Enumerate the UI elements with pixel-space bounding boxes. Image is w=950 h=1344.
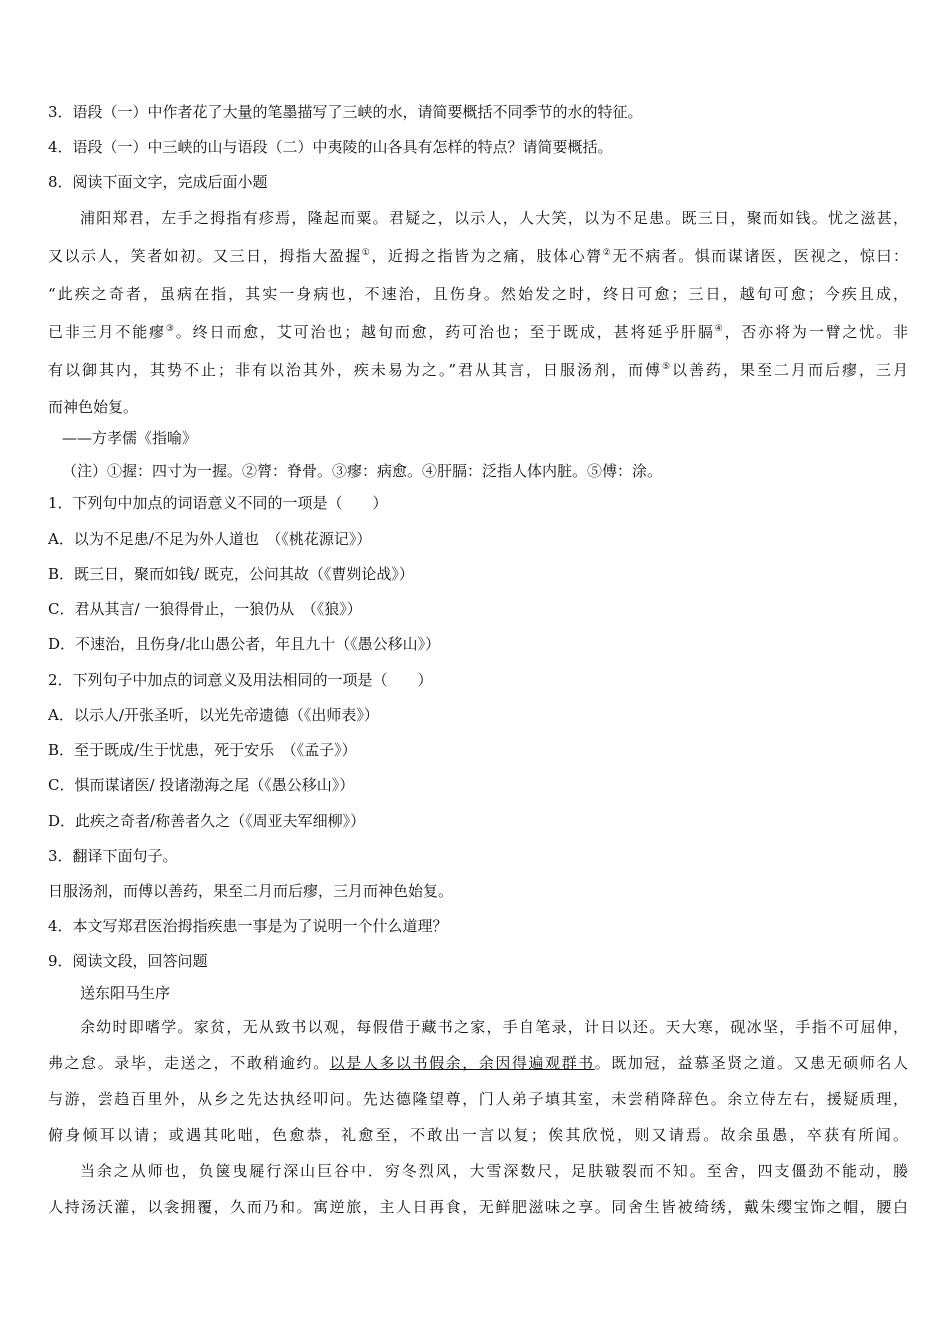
question-8-2-option-a: A．以示人/开张圣听，以光先帝遗德（《出师表》）: [48, 706, 379, 724]
footnote-marker-1: ①: [361, 248, 372, 258]
passage-8-line-6: 而神色始复。: [48, 398, 139, 416]
passage-9-line-6: 人持汤沃灌，以衾拥覆，久而乃和。寓逆旅，主人日再食，无鲜肥滋味之享。同舍生皆被绮绣，戴朱缨宝饰之帽，腰白: [48, 1198, 908, 1216]
section-9-heading: 9．阅读文段，回答问题: [48, 952, 208, 970]
question-8-1: 1．下列句中加点的词语意义不同的一项是（ ）: [48, 494, 388, 512]
question-8-3: 3．翻译下面句子。: [48, 847, 178, 865]
passage-8-line-1: 浦阳郑君，左手之拇指有疹焉，隆起而粟。君疑之，以示人，人大笑，以为不足患。既三日，聚而如钱。忧之滋甚，: [80, 209, 908, 227]
section-8-heading: 8．阅读下面文字，完成后面小题: [48, 173, 268, 191]
passage-8-author: ——方孝儒《指喻》: [62, 429, 198, 447]
question-8-4: 4．本文写郑君医治拇指疾患一事是为了说明一个什么道理？: [48, 917, 448, 935]
footnote-marker-5: ⑤: [661, 362, 673, 372]
passage-9-line-2: 弗之怠。录毕，走送之，不敢稍逾约。以是人多以书假余，余因得遍观群书。既加冠，益慕圣贤之道。又患无硕师名人: [48, 1054, 908, 1072]
underlined-sentence: 以是人多以书假余，余因得遍观群书: [329, 1054, 595, 1072]
question-8-2-option-b: B．至于既成/生于忧患，死于安乐 （《孟子》）: [48, 741, 357, 759]
footnote-marker-3: ③: [165, 324, 176, 334]
passage-9-line-4: 俯身倾耳以请；或遇其叱咄，色愈恭，礼愈至，不敢出一言以复；俟其欣悦，则又请焉。故余虽愚，卒获有所闻。: [48, 1126, 908, 1144]
passage-8-notes: （注）①握：四寸为一握。②膂：脊骨。③瘳：病愈。④肝膈：泛指人体内脏。⑤傅：涂。: [62, 462, 663, 480]
question-8-1-option-a: A．以为不足患/不足为外人道也 （《桃花源记》）: [48, 530, 372, 548]
question-4-mountain: 4．语段（一）中三峡的山与语段（二）中夷陵的山各具有怎样的特点？请简要概括。: [48, 138, 613, 156]
passage-8-line-3: “此疾之奇者，虽病在指，其实一身病也，不速治，且伤身。然始发之时，终日可愈；三日，越旬可愈；今疾且成，: [48, 285, 908, 303]
passage-9-line-1: 余幼时即嗜学。家贫，无从致书以观，每假借于藏书之家，手自笔录，计日以还。天大寒，砚冰坚，手指不可屈伸，: [80, 1018, 908, 1036]
passage-9-line-5: 当余之从师也，负箧曳屣行深山巨谷中．穷冬烈风，大雪深数尺，足肤皲裂而不知。至舍，四支僵劲不能动，媵: [80, 1162, 908, 1180]
passage-8-line-4: 已非三月不能瘳③。终日而愈，艾可治也；越旬而愈，药可治也；至于既成，甚将延乎肝膈④，否亦将为一臂之忧。非: [48, 323, 908, 341]
question-8-1-option-b: B．既三日，聚而如钱/ 既克，公问其故（《曹刿论战》）: [48, 565, 414, 583]
question-8-3-sentence: 日服汤剂，而傅以善药，果至二月而后瘳，三月而神色始复。: [48, 882, 454, 900]
question-8-2-option-c: C．惧而谋诸医/ 投诸渤海之尾（《愚公移山》）: [48, 776, 355, 794]
passage-8-line-2: 又以示人，笑者如初。又三日，拇指大盈握①，近拇之指皆为之痛，肢体心膂②无不病者。惧而谋诸医，医视之，惊曰：: [48, 247, 908, 265]
passage-9-title: 送东阳马生序: [80, 984, 171, 1002]
passage-8-line-5: 有以御其内，其势不止；非有以治其外，疾未易为之。”君从其言，日服汤剂，而傅⑤以善药，果至二月而后瘳，三月: [48, 361, 908, 379]
footnote-marker-4: ④: [714, 324, 725, 334]
question-8-1-option-d: D．不速治，且伤身/北山愚公者，年且九十（《愚公移山》）: [48, 635, 441, 653]
question-8-1-option-c: C．君从其言/ 一狼得骨止，一狼仍从 （《狼》）: [48, 600, 362, 618]
passage-9-line-3: 与游，尝趋百里外，从乡之先达执经叩问。先达德隆望尊，门人弟子填其室，未尝稍降辞色。余立侍左右，援疑质理，: [48, 1090, 908, 1108]
question-8-2: 2．下列句子中加点的词意义及用法相同的一项是（ ）: [48, 671, 433, 689]
question-8-2-option-d: D．此疾之奇者/称善者久之（《周亚夫军细柳》）: [48, 812, 366, 830]
footnote-marker-2: ②: [602, 248, 613, 258]
question-3-water: 3．语段（一）中作者花了大量的笔墨描写了三峡的水，请简要概括不同季节的水的特征。: [48, 103, 643, 121]
